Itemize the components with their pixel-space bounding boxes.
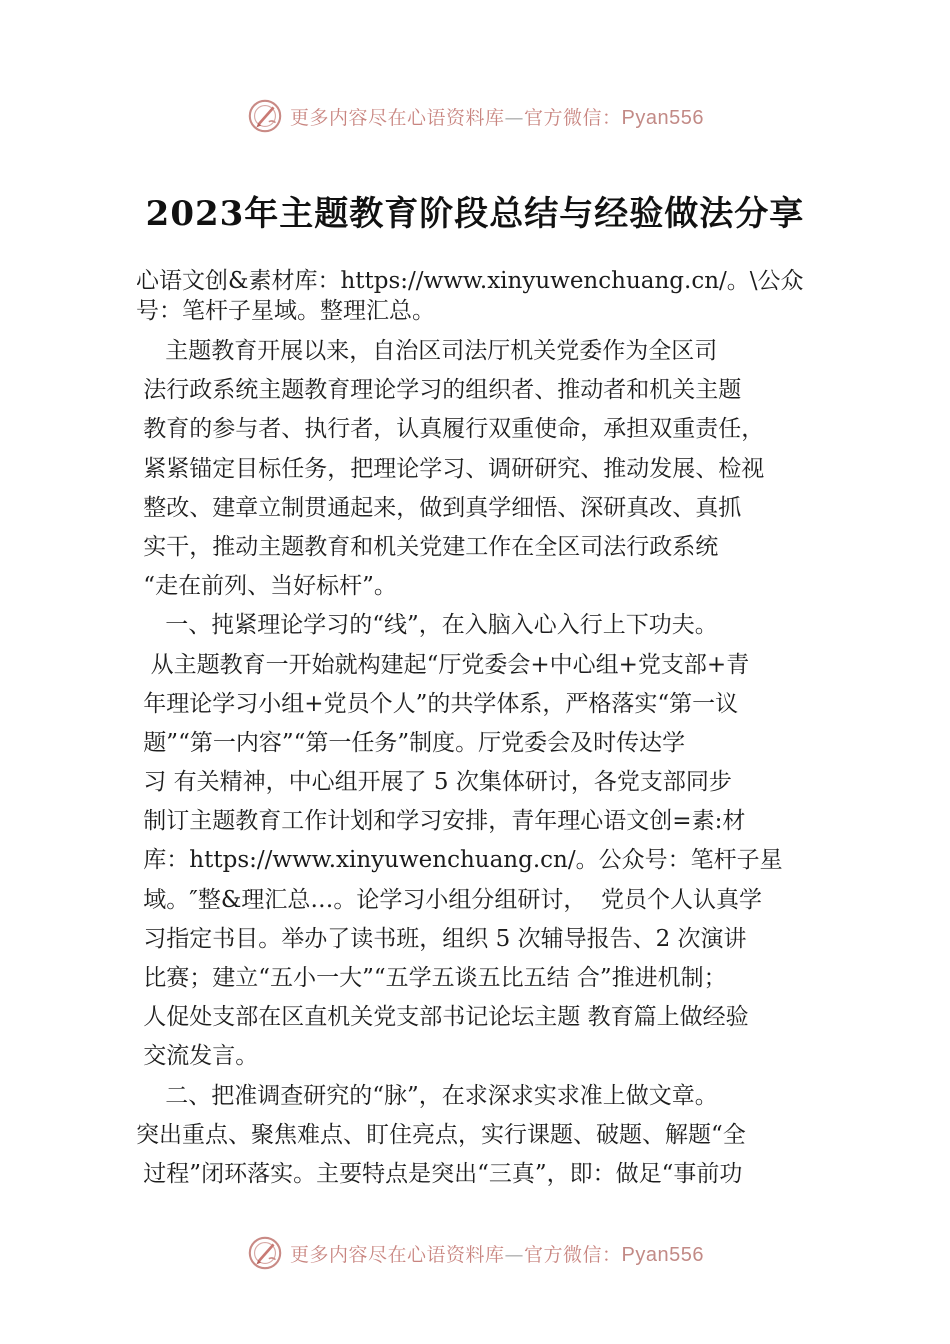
document-body xyxy=(136,266,836,1194)
source-line: 心语文创&素材库：https://www.xinyuwenchuang.cn/。\公众 xyxy=(136,268,804,294)
body-line: 域。″整&理汇总…。论学习小组分组研讨， 党员个人认真学 xyxy=(136,886,762,913)
body-line: 法行政系统主题教育理论学习的组织者、推动者和机关主题 xyxy=(136,377,742,404)
body-line: 习指定书目。举办了读书班，组织 5 次辅导报告、2 次演讲 xyxy=(136,925,747,952)
body-line: 比赛；建立“五小一大”“五学五谈五比五结 合”推进机制； xyxy=(136,965,727,991)
body-line: 紧紧锚定目标任务，把理论学习、调研研究、推动发展、检视 xyxy=(136,455,765,482)
body-line: 从主题教育一开始就构建起“厅党委会+中心组+党支部+青 xyxy=(136,651,750,678)
brand-logo-icon xyxy=(246,97,284,135)
document-title: 2023年主题教育阶段总结与经验做法分享 xyxy=(145,194,805,234)
body-line: 习 有关精神，中心组开展了 5 次集体研讨，各党支部同步 xyxy=(136,769,732,796)
body-line: 人促处支部在区直机关党支部书记论坛主题 教育篇上做经验 xyxy=(136,1004,749,1031)
body-line: 制订主题教育工作计划和学习安排，青年理心语文创=素:材 xyxy=(136,808,746,835)
watermark-text: 更多内容尽在心语资料库—官方微信：Pyan556 xyxy=(290,1243,704,1266)
wechat-id: Pyan556 xyxy=(621,106,704,129)
body-line: 主题教育开展以来，自治区司法厅机关党委作为全区司 xyxy=(136,338,718,364)
body-line: 教育的参与者、执行者，认真履行双重使命，承担双重责任， xyxy=(136,416,765,443)
brand-logo-icon xyxy=(246,1234,284,1272)
body-line: 实干，推动主题教育和机关党建工作在全区司法行政系统 xyxy=(136,533,719,560)
body-line: 题”“第一内容”“第一任务”制度。厅党委会及时传达学 xyxy=(136,729,686,756)
header-watermark-banner xyxy=(0,94,950,138)
body-line: 交流发言。 xyxy=(136,1043,259,1070)
body-line: “走在前列、当好标杆”。 xyxy=(136,573,397,600)
section-heading-2: 二、把准调查研究的“脉”，在求深求实求准上做文章。 xyxy=(136,1082,718,1109)
body-line: 年理论学习小组+党员个人”的共学体系，严格落实“第一议 xyxy=(136,690,739,717)
body-line: 库：https://www.xinyuwenchuang.cn/。公众号：笔杆子星 xyxy=(136,847,783,874)
watermark-text: 更多内容尽在心语资料库—官方微信：Pyan556 xyxy=(290,106,704,129)
section-heading-1: 一、扽紧理论学习的“线”，在入脑入心入行上下功夫。 xyxy=(136,612,718,639)
source-line: 号：笔杆子星域。整理汇总。 xyxy=(136,298,435,324)
body-line: 整改、建章立制贯通起来，做到真学细悟、深研真改、真抓 xyxy=(136,494,742,521)
body-line: 过程”闭环落实。主要特点是突出“三真”，即：做足“事前功 xyxy=(136,1160,743,1187)
wechat-id: Pyan556 xyxy=(621,1243,704,1266)
footer-watermark-banner xyxy=(0,1231,950,1275)
body-line: 突出重点、聚焦难点、盯住亮点，实行课题、破题、解题“全 xyxy=(136,1121,746,1148)
